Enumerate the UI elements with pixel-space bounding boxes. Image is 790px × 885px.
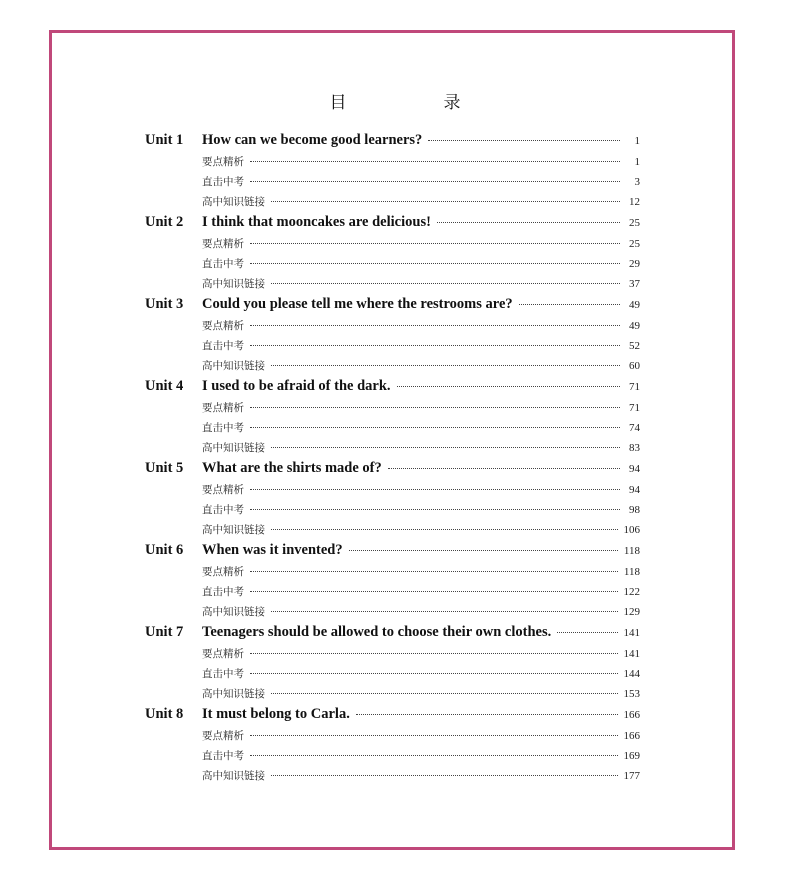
unit-label: Unit 4 xyxy=(145,378,184,394)
page-number: 29 xyxy=(629,258,640,270)
toc-unit-row[interactable] xyxy=(145,296,640,318)
page-title: 目 录 xyxy=(329,93,501,113)
toc-unit-row[interactable] xyxy=(145,214,640,236)
section-label: 要点精析 xyxy=(202,484,244,496)
unit-title: How can we become good learners? xyxy=(202,132,423,148)
toc-section-row[interactable] xyxy=(145,748,640,768)
toc-unit-row[interactable] xyxy=(145,132,640,154)
unit-label: Unit 8 xyxy=(145,706,184,722)
dot-leader xyxy=(250,407,620,408)
toc-section-row[interactable] xyxy=(145,400,640,420)
toc-section-row[interactable] xyxy=(145,768,640,788)
section-label: 要点精析 xyxy=(202,566,244,578)
dot-leader xyxy=(250,509,620,510)
section-label: 直击中考 xyxy=(202,668,244,680)
dot-leader xyxy=(250,735,618,736)
section-label: 要点精析 xyxy=(202,320,244,332)
toc-section-row[interactable] xyxy=(145,154,640,174)
page-number: 129 xyxy=(623,606,640,618)
page-number: 106 xyxy=(623,524,640,536)
toc-section-row[interactable] xyxy=(145,276,640,296)
unit-title: I think that mooncakes are delicious! xyxy=(202,214,431,230)
toc-section-row[interactable] xyxy=(145,236,640,256)
dot-leader xyxy=(428,140,620,141)
toc-section-row[interactable] xyxy=(145,420,640,440)
toc-section-row[interactable] xyxy=(145,256,640,276)
section-label: 高中知识链接 xyxy=(202,524,265,536)
page-number: 71 xyxy=(629,402,640,414)
toc-section-row[interactable] xyxy=(145,318,640,338)
unit-title: Could you please tell me where the restrooms are? xyxy=(202,296,513,312)
dot-leader xyxy=(250,591,618,592)
dot-leader xyxy=(250,263,620,264)
page-number: 49 xyxy=(629,299,640,311)
page-number: 118 xyxy=(623,545,640,557)
dot-leader xyxy=(519,304,620,305)
page-number: 153 xyxy=(623,688,640,700)
page-number: 98 xyxy=(629,504,640,516)
section-label: 直击中考 xyxy=(202,504,244,516)
dot-leader xyxy=(250,755,618,756)
page-number: 12 xyxy=(629,196,640,208)
toc-unit-row[interactable] xyxy=(145,378,640,400)
dot-leader xyxy=(250,161,620,162)
page-number: 83 xyxy=(629,442,640,454)
page-number: 52 xyxy=(629,340,640,352)
page-number: 122 xyxy=(623,586,640,598)
toc-section-row[interactable] xyxy=(145,604,640,624)
toc-unit-row[interactable] xyxy=(145,624,640,646)
toc-section-row[interactable] xyxy=(145,728,640,748)
section-label: 直击中考 xyxy=(202,340,244,352)
toc-section-row[interactable] xyxy=(145,564,640,584)
dot-leader xyxy=(397,386,620,387)
page-number: 74 xyxy=(629,422,640,434)
section-label: 高中知识链接 xyxy=(202,688,265,700)
dot-leader xyxy=(250,345,620,346)
unit-label: Unit 7 xyxy=(145,624,184,640)
toc-unit-row[interactable] xyxy=(145,542,640,564)
dot-leader xyxy=(250,489,620,490)
section-label: 要点精析 xyxy=(202,156,244,168)
dot-leader xyxy=(250,181,620,182)
page-number: 37 xyxy=(629,278,640,290)
section-label: 直击中考 xyxy=(202,750,244,762)
page-number: 60 xyxy=(629,360,640,372)
toc-section-row[interactable] xyxy=(145,502,640,522)
unit-label: Unit 3 xyxy=(145,296,184,312)
unit-label: Unit 5 xyxy=(145,460,184,476)
toc-section-row[interactable] xyxy=(145,666,640,686)
dot-leader xyxy=(349,550,618,551)
unit-title: It must belong to Carla. xyxy=(202,706,350,722)
page-number: 1 xyxy=(634,135,640,147)
section-label: 高中知识链接 xyxy=(202,770,265,782)
unit-label: Unit 2 xyxy=(145,214,184,230)
unit-title: I used to be afraid of the dark. xyxy=(202,378,391,394)
section-label: 高中知识链接 xyxy=(202,278,265,290)
toc-section-row[interactable] xyxy=(145,686,640,706)
dot-leader xyxy=(271,775,618,776)
dot-leader xyxy=(271,693,618,694)
unit-label: Unit 6 xyxy=(145,542,184,558)
dot-leader xyxy=(557,632,617,633)
dot-leader xyxy=(250,427,620,428)
page-number: 177 xyxy=(623,770,640,782)
page-number: 166 xyxy=(623,709,640,721)
toc-section-row[interactable] xyxy=(145,584,640,604)
dot-leader xyxy=(356,714,618,715)
toc-section-row[interactable] xyxy=(145,338,640,358)
dot-leader xyxy=(250,571,618,572)
section-label: 高中知识链接 xyxy=(202,196,265,208)
toc-section-row[interactable] xyxy=(145,174,640,194)
page-number: 169 xyxy=(623,750,640,762)
page-number: 118 xyxy=(623,566,640,578)
dot-leader xyxy=(388,468,620,469)
section-label: 直击中考 xyxy=(202,176,244,188)
dot-leader xyxy=(250,243,620,244)
page-number: 3 xyxy=(634,176,640,188)
dot-leader xyxy=(250,653,618,654)
section-label: 要点精析 xyxy=(202,238,244,250)
page-number: 94 xyxy=(629,484,640,496)
section-label: 要点精析 xyxy=(202,730,244,742)
dot-leader xyxy=(271,529,618,530)
toc-section-row[interactable] xyxy=(145,440,640,460)
section-label: 高中知识链接 xyxy=(202,442,265,454)
page-number: 94 xyxy=(629,463,640,475)
toc-section-row[interactable] xyxy=(145,482,640,502)
page-number: 49 xyxy=(629,320,640,332)
unit-label: Unit 1 xyxy=(145,132,184,148)
unit-title: What are the shirts made of? xyxy=(202,460,382,476)
dot-leader xyxy=(271,365,620,366)
toc-section-row[interactable] xyxy=(145,194,640,214)
dot-leader xyxy=(271,611,618,612)
page-number: 141 xyxy=(623,648,640,660)
page-number: 166 xyxy=(623,730,640,742)
dot-leader xyxy=(437,222,620,223)
unit-title: Teenagers should be allowed to choose their own clothes. xyxy=(202,624,552,640)
table-of-contents xyxy=(145,132,640,788)
section-label: 高中知识链接 xyxy=(202,606,265,618)
unit-title: When was it invented? xyxy=(202,542,343,558)
dot-leader xyxy=(250,673,618,674)
section-label: 要点精析 xyxy=(202,402,244,414)
dot-leader xyxy=(271,283,620,284)
section-label: 要点精析 xyxy=(202,648,244,660)
section-label: 直击中考 xyxy=(202,422,244,434)
toc-section-row[interactable] xyxy=(145,646,640,666)
page-number: 144 xyxy=(623,668,640,680)
section-label: 高中知识链接 xyxy=(202,360,265,372)
section-label: 直击中考 xyxy=(202,586,244,598)
dot-leader xyxy=(271,447,620,448)
page-number: 25 xyxy=(629,238,640,250)
section-label: 直击中考 xyxy=(202,258,244,270)
toc-unit-row[interactable] xyxy=(145,706,640,728)
toc-section-row[interactable] xyxy=(145,358,640,378)
page-number: 141 xyxy=(623,627,640,639)
dot-leader xyxy=(250,325,620,326)
toc-section-row[interactable] xyxy=(145,522,640,542)
dot-leader xyxy=(271,201,620,202)
toc-unit-row[interactable] xyxy=(145,460,640,482)
page-number: 71 xyxy=(629,381,640,393)
page-number: 25 xyxy=(629,217,640,229)
page-number: 1 xyxy=(634,156,640,168)
